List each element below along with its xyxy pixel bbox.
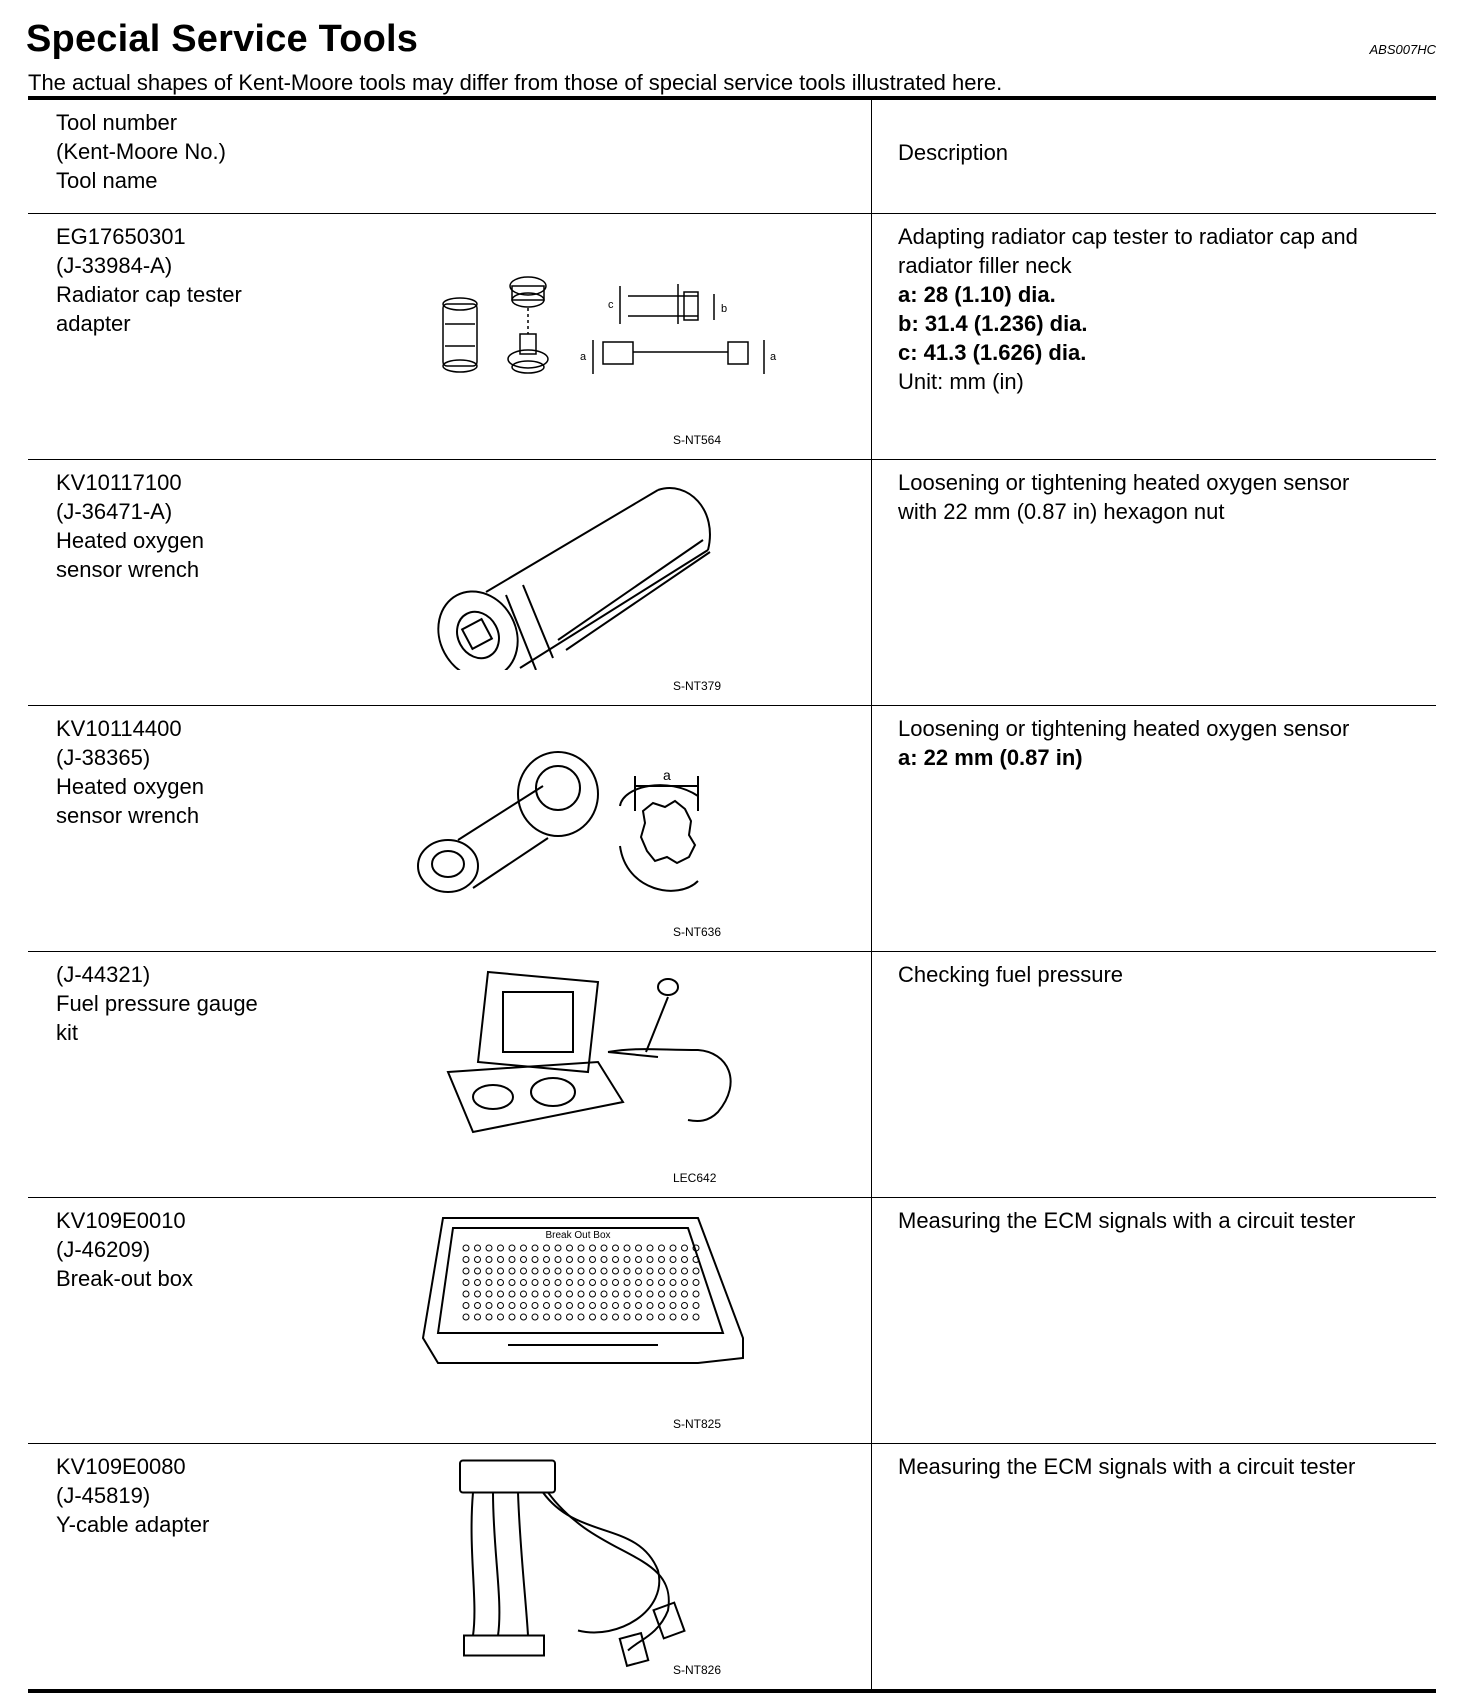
tool-cell — [28, 706, 872, 951]
fig-label-c: c — [608, 299, 614, 311]
dimension-a: a: 22 mm (0.87 in) — [898, 745, 1083, 770]
pin-hole — [475, 1291, 481, 1297]
pin-hole — [613, 1245, 619, 1251]
header-tool-name: Tool name — [56, 168, 158, 193]
pin-hole — [578, 1245, 584, 1251]
pin-hole — [601, 1303, 607, 1309]
tool-text — [56, 1452, 356, 1539]
pin-hole — [498, 1280, 504, 1286]
socket-wrench-illustration — [398, 470, 798, 670]
pin-hole — [670, 1291, 676, 1297]
page-title: Special Service Tools — [26, 18, 419, 60]
pin-hole — [544, 1245, 550, 1251]
pin-hole — [682, 1314, 688, 1320]
pin-hole — [578, 1291, 584, 1297]
pin-hole — [544, 1268, 550, 1274]
pin-hole — [590, 1280, 596, 1286]
description-line: with 22 mm (0.87 in) hexagon nut — [898, 499, 1225, 524]
ring-wrench-illustration — [398, 716, 798, 916]
pin-hole — [498, 1291, 504, 1297]
pin-hole — [613, 1268, 619, 1274]
pin-hole — [693, 1303, 699, 1309]
document-code: ABS007HC — [1369, 42, 1436, 57]
kent-moore-number: (J-45819) — [56, 1483, 151, 1508]
pin-hole — [498, 1245, 504, 1251]
pin-hole — [463, 1268, 469, 1274]
tool-text — [56, 222, 356, 338]
dimension-c: c: 41.3 (1.626) dia. — [898, 340, 1087, 365]
pin-hole — [532, 1245, 538, 1251]
figure-code: S-NT636 — [673, 925, 722, 939]
figure-code: S-NT564 — [673, 433, 722, 447]
description-cell — [872, 952, 1436, 1197]
pin-hole — [659, 1280, 665, 1286]
pin-hole — [636, 1280, 642, 1286]
pin-hole — [601, 1245, 607, 1251]
pin-hole — [498, 1303, 504, 1309]
pin-hole — [544, 1291, 550, 1297]
tool-name: adapter — [56, 311, 131, 336]
tool-text — [56, 468, 356, 584]
tool-cell — [28, 1198, 872, 1443]
pin-hole — [486, 1291, 492, 1297]
pin-hole — [613, 1303, 619, 1309]
table-row — [28, 214, 1436, 460]
header-tool-cell — [28, 100, 872, 213]
pin-hole — [578, 1268, 584, 1274]
fuel-pressure-kit-illustration — [398, 962, 798, 1162]
pin-hole — [498, 1314, 504, 1320]
pin-hole — [521, 1303, 527, 1309]
tool-name: Heated oxygen — [56, 528, 204, 553]
description-line: Measuring the ECM signals with a circuit tester — [898, 1208, 1356, 1233]
pin-hole — [567, 1314, 573, 1320]
pin-hole — [682, 1303, 688, 1309]
pin-hole — [555, 1303, 561, 1309]
kent-moore-number: (J-44321) — [56, 962, 151, 987]
pin-hole — [670, 1303, 676, 1309]
pin-hole — [463, 1280, 469, 1286]
pin-hole — [613, 1280, 619, 1286]
description-line: Loosening or tightening heated oxygen sensor — [898, 716, 1350, 741]
pin-hole — [509, 1268, 515, 1274]
pin-hole — [590, 1314, 596, 1320]
pin-hole — [578, 1303, 584, 1309]
pin-hole — [636, 1314, 642, 1320]
pin-hole — [509, 1257, 515, 1263]
table-header-row — [28, 100, 1436, 214]
tool-name: Break-out box — [56, 1266, 193, 1291]
pin-hole — [693, 1280, 699, 1286]
pin-hole — [567, 1291, 573, 1297]
pin-hole — [590, 1303, 596, 1309]
pin-hole — [498, 1268, 504, 1274]
pin-hole — [670, 1257, 676, 1263]
figure-code: S-NT825 — [673, 1417, 722, 1431]
pin-hole — [636, 1257, 642, 1263]
pin-hole — [624, 1245, 630, 1251]
figure-code: LEC642 — [673, 1171, 717, 1185]
table-row — [28, 1444, 1436, 1689]
pin-hole — [624, 1268, 630, 1274]
tool-number: KV109E0010 — [56, 1208, 186, 1233]
break-out-box-label: Break Out Box — [545, 1230, 611, 1241]
description-cell — [872, 1444, 1436, 1689]
pin-hole — [659, 1291, 665, 1297]
pin-hole — [613, 1291, 619, 1297]
pin-hole — [475, 1245, 481, 1251]
fig-label-b: b — [721, 303, 728, 315]
break-out-box-illustration — [398, 1208, 798, 1408]
fig-label-a: a — [580, 351, 587, 363]
description-line: Loosening or tightening heated oxygen sensor — [898, 470, 1350, 495]
pin-hole — [521, 1291, 527, 1297]
y-cable-adapter-illustration — [398, 1448, 798, 1673]
fig-label-a: a — [663, 767, 671, 783]
header-tool-text — [56, 108, 356, 195]
tools-table — [28, 96, 1436, 1693]
pin-hole — [521, 1257, 527, 1263]
pin-hole — [475, 1314, 481, 1320]
header-description: Description — [898, 140, 1009, 165]
pin-hole — [636, 1303, 642, 1309]
pin-hole — [567, 1303, 573, 1309]
pin-hole — [532, 1303, 538, 1309]
pin-hole — [475, 1268, 481, 1274]
pin-hole — [682, 1268, 688, 1274]
tool-cell — [28, 460, 872, 705]
pin-hole — [601, 1268, 607, 1274]
pin-hole — [555, 1314, 561, 1320]
pin-hole — [486, 1280, 492, 1286]
pin-hole — [647, 1314, 653, 1320]
pin-hole — [682, 1257, 688, 1263]
pin-hole — [463, 1245, 469, 1251]
pin-hole — [624, 1257, 630, 1263]
tool-name: Y-cable adapter — [56, 1512, 210, 1537]
pin-hole — [613, 1257, 619, 1263]
pin-hole — [590, 1268, 596, 1274]
pin-hole — [601, 1280, 607, 1286]
header-kent-moore: (Kent-Moore No.) — [56, 139, 226, 164]
radiator-cap-adapter-illustration — [398, 224, 798, 424]
pin-hole — [590, 1257, 596, 1263]
kent-moore-number: (J-46209) — [56, 1237, 151, 1262]
pin-hole — [693, 1314, 699, 1320]
pin-hole — [659, 1257, 665, 1263]
pin-hole — [544, 1303, 550, 1309]
pin-hole — [636, 1291, 642, 1297]
tool-name: Radiator cap tester — [56, 282, 242, 307]
table-row — [28, 952, 1436, 1198]
pin-hole — [567, 1268, 573, 1274]
pin-hole — [659, 1314, 665, 1320]
pin-hole — [544, 1314, 550, 1320]
description-line: radiator filler neck — [898, 253, 1072, 278]
tool-number: KV10117100 — [56, 470, 182, 495]
pin-hole — [521, 1314, 527, 1320]
pin-hole — [475, 1257, 481, 1263]
tool-name: sensor wrench — [56, 557, 200, 582]
unit-note: Unit: mm (in) — [898, 369, 1024, 394]
pin-hole — [578, 1257, 584, 1263]
pin-hole — [555, 1291, 561, 1297]
pin-hole — [601, 1291, 607, 1297]
description-cell — [872, 706, 1436, 951]
tool-name: Heated oxygen — [56, 774, 204, 799]
pin-hole — [521, 1245, 527, 1251]
tool-text — [56, 960, 356, 1047]
tool-cell — [28, 1444, 872, 1689]
pin-hole — [647, 1245, 653, 1251]
pin-hole — [555, 1257, 561, 1263]
pin-hole — [509, 1291, 515, 1297]
pin-hole — [670, 1268, 676, 1274]
pin-hole — [647, 1257, 653, 1263]
tool-name: Fuel pressure gauge — [56, 991, 258, 1016]
pin-hole — [532, 1314, 538, 1320]
pin-hole — [636, 1245, 642, 1251]
description-cell — [872, 460, 1436, 705]
description-line: Measuring the ECM signals with a circuit tester — [898, 1454, 1356, 1479]
table-row — [28, 706, 1436, 952]
pin-hole — [498, 1257, 504, 1263]
description-cell — [872, 214, 1436, 459]
pin-hole — [613, 1314, 619, 1320]
pin-hole — [509, 1303, 515, 1309]
pin-hole — [555, 1280, 561, 1286]
pin-hole — [509, 1314, 515, 1320]
pin-hole — [670, 1280, 676, 1286]
pin-hole — [567, 1280, 573, 1286]
dimension-a: a: 28 (1.10) dia. — [898, 282, 1056, 307]
description-line: Checking fuel pressure — [898, 962, 1124, 987]
pin-hole — [578, 1314, 584, 1320]
pin-hole — [682, 1280, 688, 1286]
page-subtitle: The actual shapes of Kent-Moore tools may differ from those of special service tools illustrated here. — [28, 70, 1003, 95]
tool-cell — [28, 952, 872, 1197]
pin-hole — [486, 1245, 492, 1251]
pin-hole — [601, 1314, 607, 1320]
pin-hole — [521, 1280, 527, 1286]
pin-hole — [601, 1257, 607, 1263]
kent-moore-number: (J-38365) — [56, 745, 151, 770]
pin-hole — [624, 1291, 630, 1297]
pin-hole — [624, 1314, 630, 1320]
description-line: Adapting radiator cap tester to radiator cap and — [898, 224, 1358, 249]
description-cell — [872, 1198, 1436, 1443]
tool-cell — [28, 214, 872, 459]
pin-hole — [463, 1314, 469, 1320]
pin-hole — [659, 1268, 665, 1274]
pin-hole — [486, 1257, 492, 1263]
pin-hole — [636, 1268, 642, 1274]
pin-hole — [578, 1280, 584, 1286]
pin-hole — [567, 1257, 573, 1263]
tool-name: kit — [56, 1020, 78, 1045]
pin-hole — [567, 1245, 573, 1251]
fig-label-a: a — [770, 351, 777, 363]
tool-name: sensor wrench — [56, 803, 200, 828]
header-tool-number: Tool number — [56, 110, 178, 135]
pin-hole — [532, 1291, 538, 1297]
pin-hole — [544, 1257, 550, 1263]
pin-hole — [509, 1245, 515, 1251]
pin-hole — [624, 1303, 630, 1309]
tool-text — [56, 714, 356, 830]
pin-hole — [693, 1291, 699, 1297]
pin-hole — [590, 1291, 596, 1297]
kent-moore-number: (J-33984-A) — [56, 253, 173, 278]
pin-hole — [590, 1245, 596, 1251]
pin-hole — [647, 1268, 653, 1274]
tool-number: EG17650301 — [56, 224, 186, 249]
tool-number: KV109E0080 — [56, 1454, 186, 1479]
pin-hole — [532, 1257, 538, 1263]
figure-code: S-NT379 — [673, 679, 722, 693]
pin-hole — [624, 1280, 630, 1286]
table-row — [28, 460, 1436, 706]
pin-hole — [463, 1257, 469, 1263]
pin-hole — [555, 1268, 561, 1274]
pin-hole — [659, 1245, 665, 1251]
pin-hole — [682, 1291, 688, 1297]
pin-hole — [693, 1268, 699, 1274]
kent-moore-number: (J-36471-A) — [56, 499, 173, 524]
pin-hole — [486, 1303, 492, 1309]
tool-number: KV10114400 — [56, 716, 182, 741]
dimension-b: b: 31.4 (1.236) dia. — [898, 311, 1088, 336]
pin-hole — [670, 1245, 676, 1251]
pin-hole — [647, 1280, 653, 1286]
tool-text — [56, 1206, 356, 1293]
pin-hole — [670, 1314, 676, 1320]
pin-hole — [555, 1245, 561, 1251]
pin-hole — [475, 1303, 481, 1309]
pin-hole — [682, 1245, 688, 1251]
pin-hole — [532, 1268, 538, 1274]
pin-hole — [659, 1303, 665, 1309]
pin-hole — [463, 1291, 469, 1297]
pin-hole — [475, 1280, 481, 1286]
pin-hole — [532, 1280, 538, 1286]
pin-hole — [509, 1280, 515, 1286]
pin-hole — [486, 1268, 492, 1274]
figure-code: S-NT826 — [673, 1663, 722, 1677]
pin-hole — [486, 1314, 492, 1320]
pin-hole — [544, 1280, 550, 1286]
table-row — [28, 1198, 1436, 1444]
pin-hole — [647, 1303, 653, 1309]
pin-hole — [521, 1268, 527, 1274]
pin-hole — [647, 1291, 653, 1297]
pin-hole — [463, 1303, 469, 1309]
